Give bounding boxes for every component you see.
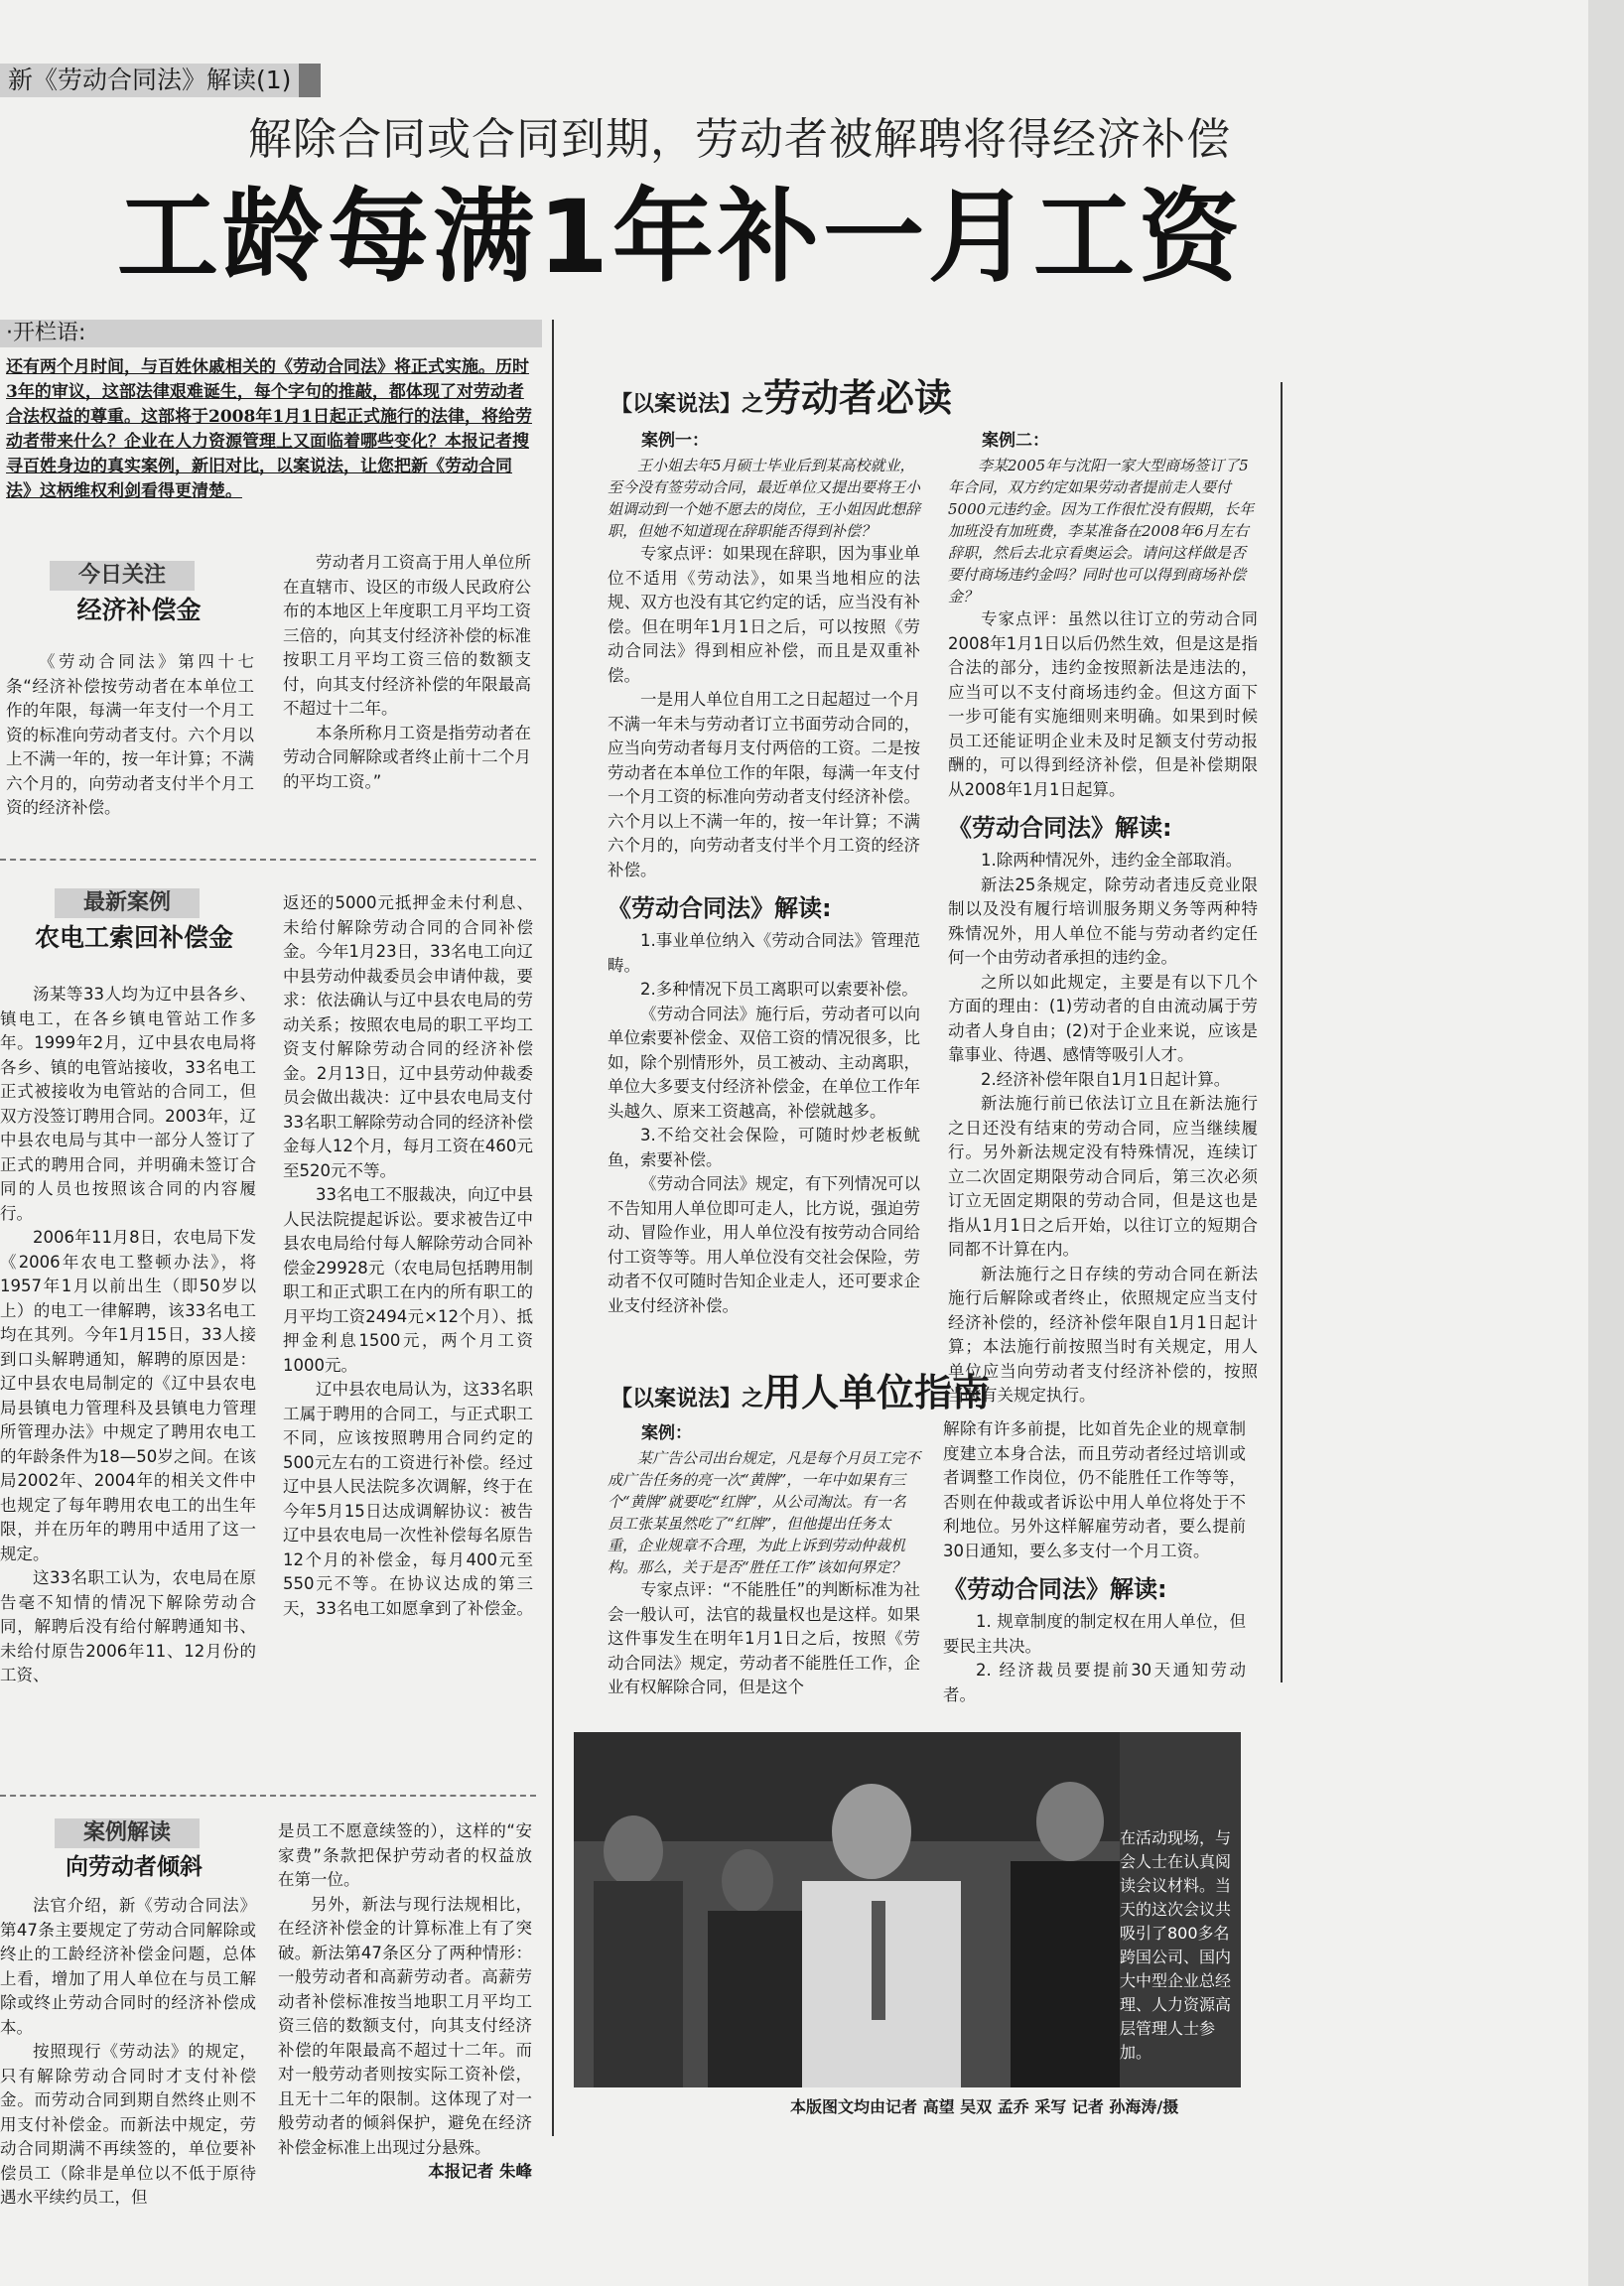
photo-credit: 本版图文均由记者 高望 吴双 孟乔 采写 记者 孙海涛/摄	[790, 2097, 1179, 2116]
column-divider	[552, 320, 554, 2136]
today-tag: 今日关注	[50, 561, 195, 591]
analysis-tag: 案例解读	[55, 1818, 200, 1848]
today-section	[20, 561, 258, 626]
employer-banner-title: 用人单位指南	[763, 1371, 991, 1414]
latest-left-text: 汤某等33人均为辽中县各乡、镇电工，在各乡镇电管站工作多年。1999年2月，辽中县农电局将各乡、镇的电管站接收，33名电工正式被接收为电管站的合同工，但双方没签订聘用合同。2003年，辽中县农电局与其中一部分人签订了正式的聘用合同，并明确未签订合同的人员也按照该合同的内容履行。 2006年11月8日，农电局下发《2006年农电工整顿办法》，将1957年1月以前出生（即50岁以上）的电工一律解聘，该33名电工均在其列。今年1月15日，33人接到口头解聘通知，解聘的原因是：辽中县农电局制定的《辽中县农电局县镇电力管理科及县镇电力管理所管理办法》中规定了聘用农电工的年龄条件为18—50岁之间。在该局2002年、2004年的相关文件中也规定了每年聘用农电工的出生年限，并在历年的聘用中适用了这一规定。 这33名职工认为，农电局在原告毫不知情的情况下解除劳动合同，解聘后没有给付解聘通知书、未给付原告2006年11、12月份的工资、	[0, 985, 256, 1684]
today-left-text: 《劳动合同法》第四十七条“经济补偿按劳动者在本单位工作的年限，每满一年支付一个月工资的标准向劳动者支付。六个月以上不满一年的，按一年计算；不满六个月的，向劳动者支付半个月工资的经济补偿。	[6, 652, 254, 817]
right-edge-rule	[1281, 382, 1283, 1682]
analysis-title: 向劳动者倾斜	[66, 1854, 203, 1880]
today-title: 经济补偿金	[76, 596, 202, 624]
today-right-text: 劳动者月工资高于用人单位所在直辖市、设区的市级人民政府公布的本地区上年度职工月平均工资三倍的，向其支付经济补偿的标准按职工月平均工资三倍的数额支付，向其支付经济补偿的年限最高不超过十二年。 本条所称月工资是指劳动者在劳动合同解除或者终止前十二个月的平均工资。”	[283, 553, 531, 791]
page-edge	[1588, 0, 1624, 2286]
intro-text: 还有两个月时间，与百姓休戚相关的《劳动合同法》将正式实施。历时3年的审议，这部法律艰难诞生，每个字句的推敲，都体现了对劳动者合法权益的尊重。这部将于2008年1月1日起正式施行的法律，将给劳动者带来什么？企业在人力资源管理上又面临着哪些变化？本报记者搜寻百姓身边的真实案例，新旧对比，以案说法，让您把新《劳动合同法》这柄维权利剑看得更清楚。	[6, 357, 532, 501]
article-subtitle: 解除合同或合同到期，劳动者被解聘将得经济补偿	[248, 114, 1231, 165]
worker-banner: 【以案说法】之劳动者必读	[610, 376, 953, 420]
divider	[0, 1795, 536, 1797]
worker-col1: 案例一： 王小姐去年5月硕士毕业后到某高校就业，至今没有签劳动合同，最近单位又提出要将王小姐调动到一个她不愿去的岗位，王小姐因此想辞职，但她不知道现在辞职能否得到补偿？ 专家点评：如果现在辞职，因为事业单位不适用《劳动法》，如果当地相应的法规、双方也没有其它约定的话，应当没有补偿。但在明年1月1日之后，可以按照《劳动合同法》得到相应补偿，而且是双重补偿。 一是用人单位自用工之日起超过一个月不满一年未与劳动者订立书面劳动合同的，应当向劳动者每月支付两倍的工资。二是按劳动者在本单位工作的年限，每满一年支付一个月工资的标准向劳动者支付经济补偿。六个月以上不满一年的，按一年计算；不满六个月的，向劳动者支付半个月工资的经济补偿。 《劳动合同法》解读: 1.事业单位纳入《劳动合同法》管理范畴。 2.多种情况下员工离职可以索要补偿。 《劳动合同法》施行后，劳动者可以向单位索要补偿金、双倍工资的情况很多，比如，除个别情形外，员工被动、主动离职，单位大多要支付经济补偿金，在单位工作年头越久、原来工资越高，补偿就越多。 3.不给交社会保险，可随时炒老板鱿鱼，索要补偿。 《劳动合同法》规定，有下列情况可以不告知用人单位即可走人，比方说，强迫劳动、冒险作业，用人单位没有按劳动合同给付工资等等。用人单位没有交社会保险，劳动者不仅可随时告知企业走人，还可要求企业支付经济补偿。	[608, 431, 921, 1315]
analysis-right-text: 是员工不愿意续签的），这样的“安家费”条款把保护劳动者的权益放在第一位。 另外，新法与现行法规相比，在经济补偿金的计算标准上有了突破。新法第47条区分了两种情形：一般劳动者和高薪劳动者。高薪劳动者补偿标准按当地职工月平均工资三倍的数额支付，向其支付经济补偿的年限最高不超过十二年。而对一般劳动者则按实际工资补偿，且无十二年的限制。这体现了对一般劳动者的倾斜保护，避免在经济补偿金标准上出现过分悬殊。 本报记者 朱峰	[278, 1821, 532, 2181]
divider	[0, 859, 536, 861]
employer-col2: 解除有许多前提，比如首先企业的规章制度建立本身合法，而且劳动者经过培训或者调整工作岗位，仍不能胜任工作等等，否则在仲裁或者诉讼中用人单位将处于不利地位。另外这样解雇劳动者，要么提前30日通知，要么多支付一个月工资。 《劳动合同法》解读: 1. 规章制度的制定权在用人单位，但要民主共决。 2. 经济裁员要提前30天通知劳动者。	[943, 1419, 1246, 1704]
latest-section	[10, 888, 258, 954]
worker-col2: 案例二： 李某2005年与沈阳一家大型商场签订了5年合同，双方约定如果劳动者提前走人要付5000元违约金。因为工作很忙没有假期，长年加班没有加班费，李某准备在2008年6月左右辞职，然后去北京看奥运会。请问这样做是否要付商场违约金吗？同时也可以得到商场补偿金？ 专家点评：虽然以往订立的劳动合同2008年1月1日以后仍然生效，但是这是指合法的部分，违约金按照新法是违法的，应当可以不支付商场违约金。但这方面下一步可能有实施细则来明确。如果到时候员工还能证明企业未及时足额支付劳动报酬的，可以得到经济补偿，但是补偿期限从2008年1月1日起算。 《劳动合同法》解读: 1.除两种情况外，违约金全部取消。 新法25条规定，除劳动者违反竞业限制以及没有履行培训服务期义务等两种特殊情况外，用人单位不能与劳动者约定任何一个由劳动者承担的违约金。 之所以如此规定，主要是有以下几个方面的理由：(1)劳动者的自由流动属于劳动者人身自由；(2)对于企业来说，应该是靠事业、待遇、感情等吸引人才。 2.经济补偿年限自1月1日起计算。 新法施行前已依法订立且在新法施行之日还没有结束的劳动合同，应当继续履行。另外新法规定没有特殊情况，连续订立二次固定期限劳动合同后，第三次必须订立无固定期限的劳动合同，但是这也是指从1月1日之后开始，以往订立的短期合同都不计算在内。 新法施行之日存续的劳动合同在新法施行后解除或者终止，依照规定应当支付经济补偿的，经济补偿年限自1月1日起计算；本法施行前按照当时有关规定，用人单位应当向劳动者支付经济补偿的，按照当时有关规定执行。	[948, 431, 1258, 1405]
analysis-section	[10, 1818, 258, 1881]
employer-col1: 案例： 某广告公司出台规定，凡是每个月员工完不成广告任务的亮一次“黄牌”，一年中如果有三个“黄牌”就要吃“红牌”，从公司淘汰。有一名员工张某虽然吃了“红牌”，但他提出任务太重，企业规章不合理，为此上诉到劳动仲裁机构。那么，关于是否“胜任工作”该如何界定？ 专家点评：“不能胜任”的判断标准为社会一般认可，法官的裁量权也是这样。如果这件事发生在明年1月1日之后，按照《劳动合同法》规定，劳动者不能胜任工作，企业有权解除合同，但是这个	[608, 1423, 921, 1696]
series-label: 新《劳动合同法》解读(1)	[0, 64, 321, 97]
photo-caption: 在活动现场，与会人士在认真阅读会议材料。当天的这次会议共吸引了800多名跨国公司、国内大中型企业总经理、人力资源高层管理人士参加。	[1120, 1828, 1232, 2062]
latest-title: 农电工索回补偿金	[34, 923, 233, 952]
intro-label: ·开栏语:	[0, 320, 542, 347]
article-headline: 工龄每满1年补一月工资	[117, 179, 1244, 297]
latest-tag: 最新案例	[55, 888, 200, 918]
employer-banner: 【以案说法】之用人单位指南	[610, 1371, 991, 1414]
worker-banner-title: 劳动者必读	[763, 376, 953, 420]
analysis-left-text: 法官介绍，新《劳动合同法》第47条主要规定了劳动合同解除或终止的工龄经济补偿金问题，总体上看，增加了用人单位在与员工解除或终止劳动合同时的经济补偿成本。 按照现行《劳动法》的规定，只有解除劳动合同时才支付补偿金。而劳动合同到期自然终止则不用支付补偿金。而新法中规定，劳动合同期满不再续签的，单位要补偿员工（除非是单位以不低于原待遇水平续约员工，但	[0, 1896, 256, 2207]
latest-right-text: 返还的5000元抵押金未付利息、未给付解除劳动合同的合同补偿金。今年1月23日，33名电工向辽中县劳动仲裁委员会申请仲裁，要求：依法确认与辽中县农电局的劳动关系；按照农电局的职工平均工资支付解除劳动合同的经济补偿金。2月13日，辽中县劳动仲裁委员会做出裁决：辽中县农电局支付33名职工解除劳动合同的经济补偿金每人12个月，每月工资在460元至520元不等。 33名电工不服裁决，向辽中县人民法院提起诉讼。要求被告辽中县农电局给付每人解除劳动合同补偿金29928元（农电局包括聘用制职工和正式职工在内的所有职工的月平均工资2494元×12个月）、抵押金利息1500元，两个月工资1000元。 辽中县农电局认为，这33名职工属于聘用的合同工，与正式职工不同，应该按照聘用合同约定的500元左右的工资进行补偿。经过辽中县人民法院多次调解，终于在今年5月15日达成调解协议：被告辽中县农电局一次性补偿每名原告12个月的补偿金，每月400元至550元不等。在协议达成的第三天，33名电工如愿拿到了补偿金。	[283, 893, 533, 1618]
